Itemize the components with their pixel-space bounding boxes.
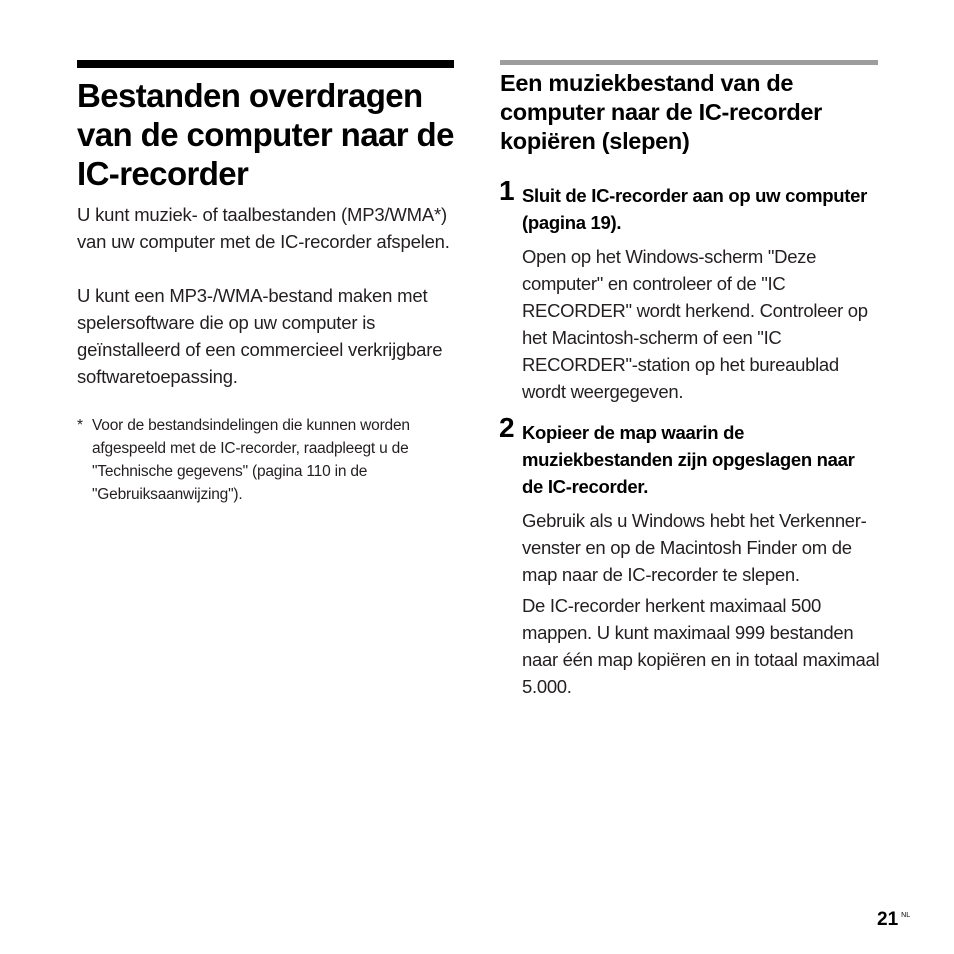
- footnote-mark: *: [77, 417, 83, 434]
- step-body: Open op het Windows-scherm "Deze computer" en controleer of de "IC RECORDER" wordt herkend. Controleer op het Macintosh-scherm of een "IC RECORDER"-station op het bureaublad wordt weergegeven.: [522, 246, 868, 402]
- page-number: [877, 908, 910, 932]
- step-body: De IC-recorder herkent maximaal 500 mappen. U kunt maximaal 999 bestanden naar één map kopiëren en in totaal maximaal 5.000.: [522, 595, 880, 697]
- step-body: Gebruik als u Windows hebt het Verkenner-venster en op de Macintosh Finder om de map naar de IC-recorder te slepen.: [522, 510, 867, 585]
- page-title: Bestanden overdragen van de computer naar de IC-recorder: [77, 77, 454, 192]
- footnote: [77, 414, 454, 506]
- footnote-text: Voor de bestandsindelingen die kunnen worden afgespeeld met de IC-recorder, raadpleegt u de "Technische gegevens" (pagina 110 in de "Gebruiksaanwijzing").: [92, 417, 410, 503]
- right-column: [500, 60, 880, 700]
- intro-paragraph-2: U kunt een MP3-/WMA-bestand maken met spelersoftware die op uw computer is geïnstalleerd of een commercieel verkrijgbare softwaretoepassing.: [77, 285, 443, 387]
- step-1: [499, 175, 880, 405]
- page-language-code: NL: [901, 912, 911, 919]
- step-2: [499, 412, 880, 700]
- intro-text: [77, 201, 454, 390]
- section-rule: [77, 60, 454, 68]
- page-number-value: 21: [877, 909, 899, 930]
- step-heading: Sluit de IC-recorder aan op uw computer (pagina 19).: [522, 185, 867, 233]
- subsection-rule: [500, 60, 878, 65]
- step-heading: Kopieer de map waarin de muziekbestanden zijn opgeslagen naar de IC-recorder.: [522, 422, 855, 497]
- left-column: [77, 60, 454, 506]
- section-title: Een muziekbestand van de computer naar de IC-recorder kopiëren (slepen): [500, 70, 823, 154]
- step-number: 2: [499, 412, 515, 443]
- step-number: 1: [499, 175, 515, 206]
- intro-paragraph-1: U kunt muziek- of taalbestanden (MP3/WMA*) van uw computer met de IC-recorder afspelen.: [77, 204, 450, 252]
